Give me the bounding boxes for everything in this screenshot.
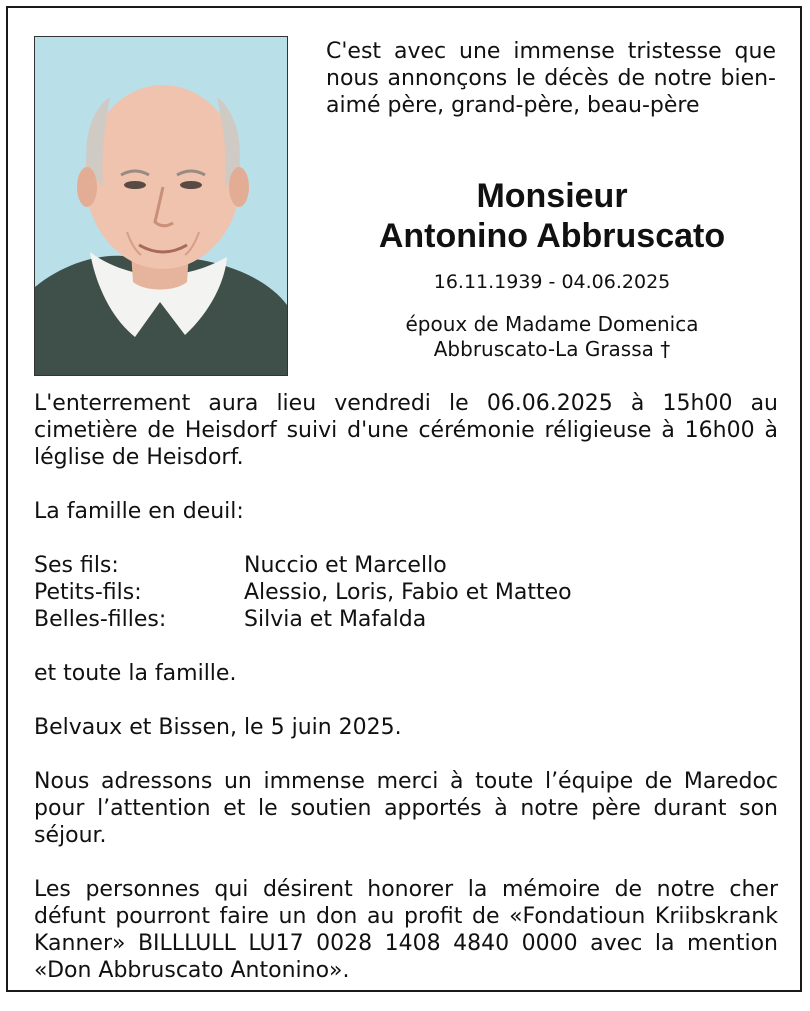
family-heading: La famille en deuil:	[34, 499, 244, 524]
life-dates: 16.11.1939 - 04.06.2025	[433, 271, 671, 293]
spouse-info	[308, 312, 796, 362]
family-label: Ses fils:	[34, 553, 119, 578]
family-names: Nuccio et Marcello	[244, 553, 447, 578]
honorific: Monsieur	[476, 177, 628, 215]
spouse-line-2: Abbruscato-La Grassa †	[433, 337, 671, 361]
family-label: Belles-filles:	[34, 607, 167, 632]
deceased-header	[308, 176, 796, 362]
family-label: Petits-fils:	[34, 580, 142, 605]
funeral-info: L'enterrement aura lieu vendredi le 06.06.2025 à 15h00 au cimetière de Heisdorf suivi d'une cérémonie réligieuse à 16h00 à léglise de Heisdorf.	[34, 391, 778, 470]
family-closing: et toute la famille.	[34, 661, 237, 686]
place-date: Belvaux et Bissen, le 5 juin 2025.	[34, 715, 402, 740]
family-row-grandsons	[34, 579, 778, 606]
family-row-daughters-in-law	[34, 606, 778, 633]
family-row-sons	[34, 552, 778, 579]
donation-text: Les personnes qui désirent honorer la mémoire de notre cher défunt pourront faire un don au profit de «Fondatioun Kriibskrank Kanner» BILLLULL LU17 0028 1408 4840 0000 avec la mention «Don Abbruscato Antonino».	[34, 877, 778, 983]
deceased-name: Antonino Abbruscato	[378, 217, 726, 255]
notice-body	[34, 390, 778, 1011]
obituary-notice	[6, 6, 802, 992]
portrait-photo	[34, 36, 288, 376]
portrait-illustration	[35, 37, 287, 375]
family-names: Silvia et Mafalda	[244, 607, 427, 632]
family-list	[34, 552, 778, 633]
intro-text: C'est avec une immense tristesse que nous annonçons le décès de notre bien-aimé père, grand-père, beau-père	[326, 39, 776, 118]
thanks-text: Nous adressons un immense merci à toute l’équipe de Maredoc pour l’attention et le soutien apportés à notre père durant son séjour.	[34, 769, 778, 848]
spouse-line-1: époux de Madame Domenica	[405, 312, 699, 336]
family-names: Alessio, Loris, Fabio et Matteo	[244, 580, 572, 605]
